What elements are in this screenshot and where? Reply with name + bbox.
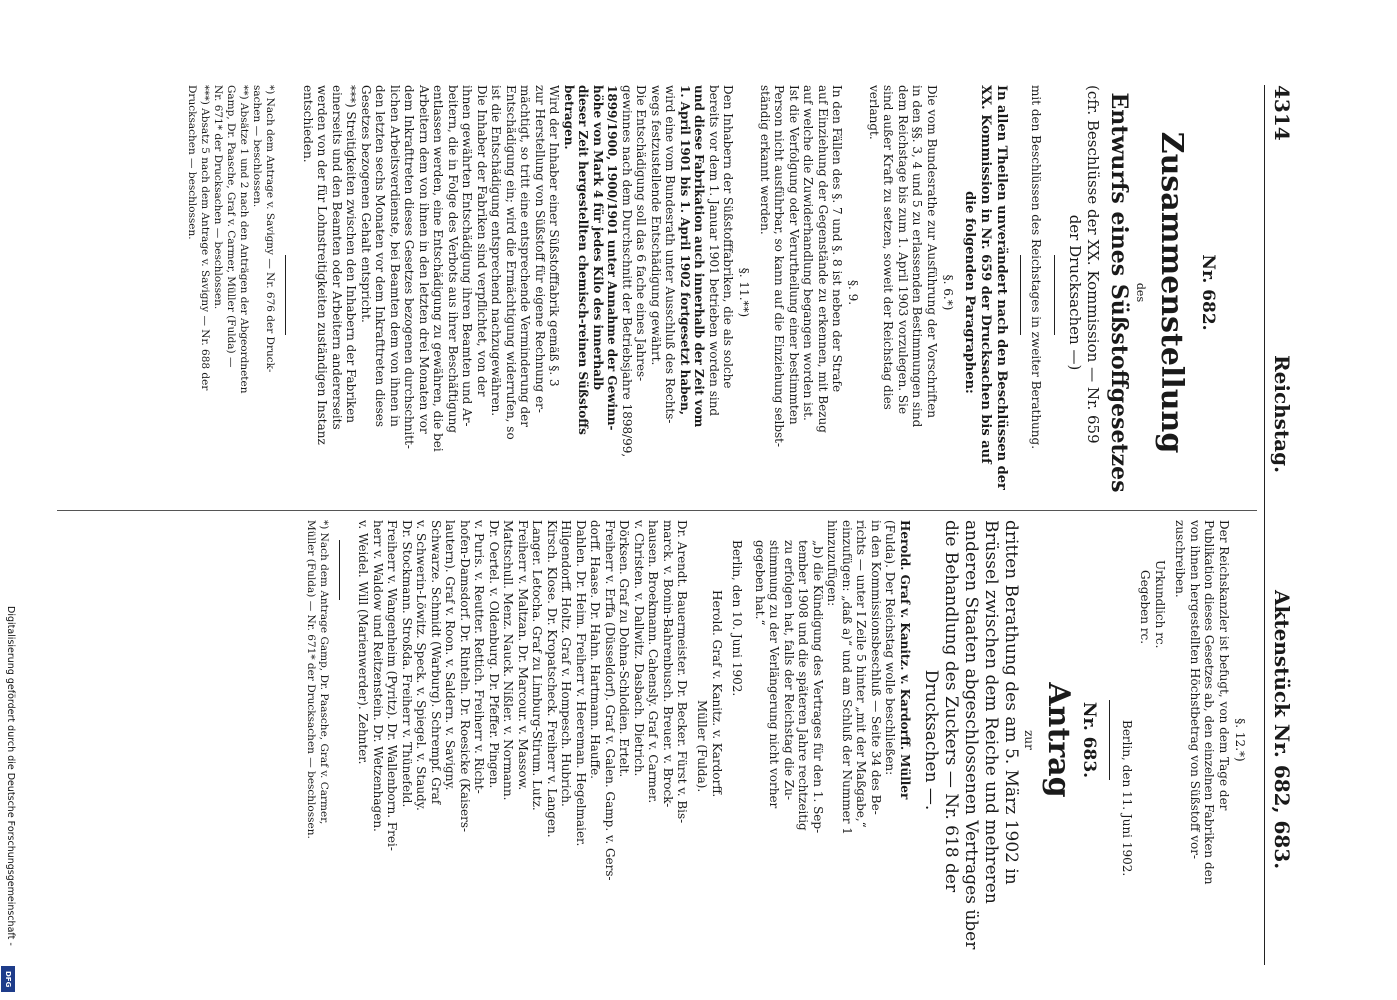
section-11-line: mächtigt, so tritt eine entsprechende Verminderung der xyxy=(518,85,533,427)
title-rule xyxy=(1054,255,1055,335)
section-6-line: Die vom Bundesrathe zur Ausführung der Vorschriften xyxy=(925,85,939,419)
section-11-line: betragen. xyxy=(562,85,576,150)
section-9-line: auf Einziehung der Gegenstände zu erkennen, mit Bezug xyxy=(816,85,830,433)
intro-bold-line: XX. Kommission in Nr. 659 der Drucksachen bis auf xyxy=(978,85,993,464)
closing-given: Gegeben rc. xyxy=(1138,570,1152,645)
section-11-line: entlassen werden, eine Entschädigung zu gewähren, die bei xyxy=(431,85,446,452)
supporters-line: Langer. Letocha. Graf zu Limburg-Stirum. Lutz. xyxy=(530,520,545,811)
section-11-line: und diese Fabrikation auch innerhalb der Zeit vom xyxy=(692,85,707,428)
section-11-line: werden von der für Lohnstreitigkeiten zuständigen Instanz xyxy=(315,85,330,445)
date-line-1: Berlin, den 11. Juni 1902. xyxy=(1120,720,1134,877)
page-number: 4314 xyxy=(1270,85,1294,141)
title-article: des xyxy=(1134,282,1147,303)
supporters-line: Freiherr v. Erffa (Düsseldorf). Graf v. Galen. Gamp. v. Gers- xyxy=(603,520,617,881)
motion-subject-line: anderen Staaten abgeschlossenen Vertrages über xyxy=(961,520,981,950)
doc-reference: (cfr. Beschlüsse der XX. Kommission — Nr. 659 xyxy=(1084,85,1102,444)
sidebar-text: Digitalisierung gefördert durch die Deutsche Forschungsgemeinschaft - xyxy=(5,606,16,946)
supporters-line: dorff. Haase. Dr. Hahn. Hartmann. Hauffe. xyxy=(588,520,603,779)
section-11-line: gewinnes nach dem Durchschnitt der Betriebsjahre 1898/99, xyxy=(620,85,634,458)
supporters-line: Freiherr v. Maltzan. Dr. Marcour. v. Massow. xyxy=(516,520,530,791)
section-11-line: ist die Entschädigung entsprechend nachzugewähren. xyxy=(489,85,504,417)
section-9-line: auf welche die Zuwiderhandlung begangen worden ist. xyxy=(801,85,816,421)
motion-subject-line: die Behandlung des Zuckers — Nr. 618 der xyxy=(941,520,961,893)
motion-title: Antrag xyxy=(1041,682,1076,798)
section-9-line: Ist die Verfolgung oder Verurtheilung einer bestimmten xyxy=(787,85,801,425)
right-footnote-line: *) Nach dem Antrage Gamp, Dr. Paasche, Graf v. Carmer, xyxy=(318,520,330,825)
section-11-line: wird eine vom Bundesrath unter Ausschluß des Rechts- xyxy=(663,85,678,424)
section-11-line: Arbeitern dem von ihnen in den letzten drei Monaten vor xyxy=(417,85,431,434)
separator-rule xyxy=(1109,700,1110,780)
section-11-line: Die Entschädigung soll das 6 fache eines Jahres- xyxy=(634,85,649,382)
signers-line-1: Herold. Graf v. Kanitz. v. Kardorff. xyxy=(710,590,725,798)
supporters-line: v. Schwerin-Löwitz. Speck. v. Spiegel. v. Staudy. xyxy=(414,520,429,811)
supporters-line: Freiherr v. Wangenheim (Pyritz). Dr. Wallenborn. Frei- xyxy=(385,520,400,851)
footnote-line: Drucksachen — beschlossen. xyxy=(186,85,199,240)
supporters-line: marck. v. Bonin-Bahrenbusch. Breuer. v. Brock- xyxy=(661,520,675,808)
intro-bold-line: die folgenden Paragraphen: xyxy=(962,191,977,394)
section-6-line: sind außer Kraft zu setzen, soweit der Reichstag dies xyxy=(881,85,896,410)
date-line-2: Berlin, den 10. Juni 1902. xyxy=(730,540,745,697)
section-11-line: Gesetzes bezogenen Gehalt entspricht. xyxy=(359,85,373,323)
section-11-line: lichen Arbeitsverdienste, bei Beamten dem von ihnen in xyxy=(388,85,402,427)
section-9-heading: §. 9. xyxy=(846,279,861,306)
supporters-line: Dahlen. Dr. Heim. Freiherr v. Heereman. Hegelmaier. xyxy=(574,520,588,847)
section-11-line: den letzten sechs Monaten vor dem Inkrafttreten dieses xyxy=(373,85,388,428)
dfg-logo: DFG xyxy=(1,966,15,992)
section-11-line: einerseits und den Beamten oder Arbeitern andererseits xyxy=(330,85,344,430)
supporters-line: v. Puris. v. Reutter. Rettich. Freiherr v. Richt- xyxy=(472,520,487,794)
doc-subtitle: Entwurfs eines Süßstoffgesetzes xyxy=(1106,92,1132,493)
section-11-line: entschieden. xyxy=(301,85,315,163)
section-6-line: in den §§. 3, 4 und 5 zu erlassenden Bestimmungen sind xyxy=(910,85,925,428)
motion-text-line: stimmung zu der Verlängerung nicht vorher xyxy=(767,540,782,809)
supporters-line: hofen-Damsdorf. Dr. Rinteln. Dr. Roesicke (Kaisers- xyxy=(458,520,472,833)
supporters-line: hausen. Broekmann. Cahensly. Graf v. Carmer. xyxy=(646,520,661,804)
header-chamber: Reichstag. xyxy=(1270,355,1294,474)
section-11-line: dieser Zeit hergestellten chemisch-reinen Süßstoffs xyxy=(576,85,591,435)
motion-subject-line: Drucksachen —. xyxy=(921,669,941,811)
section-11-line: beitern, die in Folge des Verbots aus ihrer Beschäftigung xyxy=(446,85,460,434)
signers-line-2: Müller (Fulda). xyxy=(695,700,710,793)
footnote-line: Nr. 671* der Drucksachen — beschlossen. xyxy=(212,85,225,310)
motion-text-line: (Fulda). Der Reichstag wolle beschließen: xyxy=(883,520,898,776)
section-9-line: Person nicht ausführbar, so kann auf die Einziehung selbst- xyxy=(772,85,787,448)
supporters-line: Dr. Stockmann. Stroßda. Freiherr v. Thünefeld. xyxy=(400,520,414,808)
doc-title: Zusammenstellung xyxy=(1154,131,1189,454)
section-11-line: zur Herstellung von Süßstoff für eigene Rechnung er- xyxy=(533,85,547,413)
motion-text-line: zu erfolgen hat, falls der Reichstag die Zu- xyxy=(782,540,796,801)
section-12-heading: §. 12.*) xyxy=(1233,718,1247,762)
section-11-line: höhe von Mark 4 für jedes Kilo des innerhalb xyxy=(591,85,605,390)
supporters-line: Mattschull. Menz. Nauck. Nißler. v. Normann. xyxy=(501,520,516,801)
supporters-line: herr v. Waldow und Reitzenstein. Dr. Wetzenhagen. xyxy=(371,520,385,832)
closing-formula: Urkundlich rc. xyxy=(1153,560,1167,649)
doc-number: Nr. 682. xyxy=(1198,254,1218,331)
supporters-line: Schwarze. Schmidt (Warburg). Schrempf. Graf xyxy=(429,520,443,805)
footnote-line: Gamp, Dr. Paasche, Graf v. Carmer, Müller (Fulda) — xyxy=(225,85,238,368)
supporters-line: Kirsch. Klose. Dr. Kropatscheck. Freiherr v. Langen. xyxy=(545,520,559,838)
section-12-line: Der Reichskanzler ist befugt, von dem Tage der xyxy=(1217,520,1231,811)
motion-zur: zur xyxy=(1022,730,1036,750)
supporters-line: Hilgendorff. Holtz. Graf v. Hompesch. Hubrich. xyxy=(559,520,574,807)
motion-text-line: richts — unter I Zeile 5 hinter „mit der Maßgabe,“ xyxy=(854,520,869,828)
section-11-line: Wird der Inhaber einer Süßstofffabrik gemäß §. 3 xyxy=(547,85,562,387)
section-12-line: von ihnen hergestellten Höchstbetrag von Süßstoff vor- xyxy=(1188,520,1202,860)
section-11-line: Entschädigung ein; wird die Ermächtigung widerrufen, so xyxy=(504,85,518,440)
section-6-heading: §. 6.*) xyxy=(941,274,955,311)
section-11-line: ***) Streitigkeiten zwischen den Inhabern der Fabriken xyxy=(344,85,359,424)
footnote-line: **) Absätze 1 und 2 nach den Anträgen der Abgeordneten xyxy=(238,85,251,394)
right-footnote-line: Müller (Fulda) — Nr. 671* der Drucksachen — beschlossen. xyxy=(305,520,317,839)
intro-bold-line: In allen Theilen unverändert nach den Beschlüssen der xyxy=(994,85,1009,490)
motion-text-line: in den Kommissionsbeschluß — Seite 34 des Be- xyxy=(869,520,883,815)
section-6-line: dem Reichstage bis zum 1. April 1903 vorzulegen. Sie xyxy=(896,85,910,415)
footnote-rule xyxy=(286,255,287,335)
supporters-line: v. Christen. v. Dallwitz. Dasbach. Dietrich. xyxy=(632,520,646,777)
section-11-line: Die Inhaber der Fabriken sind verpflichtet, von der xyxy=(475,85,489,397)
supporters-line: Dörksen. Graf zu Dohna-Schlodien. Ertelt. xyxy=(617,520,632,778)
motion-text-line: Herold. Graf v. Kanitz. v. Kardorff. Müller xyxy=(898,520,912,800)
footnote-line: sachen — beschlossen. xyxy=(251,85,264,208)
section-11-line: bereits vor dem 1. Januar 1901 betrieben worden sind xyxy=(707,85,721,417)
digitization-note xyxy=(2,606,16,994)
section-11-line: 1. April 1901 bis 1. April 1902 fortgesetzt haben, xyxy=(678,85,692,416)
supporters-line: v. Weidel. Will (Marienwerder). Zehnter. xyxy=(356,520,371,765)
motion-text-line: einzufügen: „daß a)“ und am Schluß der Nummer 1 xyxy=(840,520,854,835)
header-document: Aktenstück Nr. 682, 683. xyxy=(1270,590,1294,870)
motion-subject-line: dritten Berathung des am 5. März 1902 in xyxy=(1001,520,1021,885)
supporters-line: lautern). Graf v. Roon. v. Saldern. v. Savigny. xyxy=(443,520,458,791)
supporters-line: Dr. Oertel. v. Oldenburg. Dr. Pfeffer. Pingen. xyxy=(487,520,501,789)
right-footnote-rule xyxy=(339,540,340,600)
motion-text-line: „b) die Kündigung des Vertrages für den 1. Sep- xyxy=(811,540,825,834)
section-11-line: wegs festzustellende Entschädigung gewährt. xyxy=(649,85,663,366)
header-rule xyxy=(1264,85,1265,965)
column-divider xyxy=(57,510,1257,511)
section-9-line: ständig erkannt werden. xyxy=(758,85,772,235)
motion-text-line: tember 1908 und die späteren Jahre rechtzeitig xyxy=(796,540,811,831)
section-11-line: dem Inkrafttreten dieses Gesetzes bezogenen durchschnitt- xyxy=(402,85,417,449)
motion-text-line: gegeben hat.“ xyxy=(753,540,767,626)
section-11-line: Den Inhabern der Süßstofffabriken, die als solche xyxy=(721,85,736,389)
doc-reference-2: der Drucksachen —) xyxy=(1066,214,1084,371)
footnote-line: ***) Absatz 5 nach dem Antrage v. Savigny — Nr. 688 der xyxy=(199,85,212,391)
motion-number: Nr. 683. xyxy=(1079,701,1099,779)
section-12-line: zuschreiben. xyxy=(1173,520,1188,598)
footnote-line: *) Nach dem Antrage v. Savigny — Nr. 676 der Druck- xyxy=(264,85,277,373)
motion-text-line: hinzuzufügen: xyxy=(825,520,840,607)
section-9-line: In den Fällen des §. 7 und §. 8 ist neben der Strafe xyxy=(830,85,845,393)
section-11-line: ihnen gewährten Entschädigung ihren Beamten und Ar- xyxy=(460,85,475,427)
supporters-line: Dr. Arendt. Bauermeister. Dr. Becker. Fürst v. Bis- xyxy=(675,520,690,824)
section-11-heading: §. 11.**) xyxy=(737,267,752,318)
intro-rule xyxy=(1020,255,1021,335)
section-12-line: Publikation dieses Gesetzes ab, den einzelnen Fabriken den xyxy=(1202,520,1217,885)
motion-subject-line: Brüssel zwischen dem Reiche und mehreren xyxy=(981,520,1001,904)
section-6-line: verlangt. xyxy=(867,85,881,140)
section-11-line: 1899/1900, 1900/1901 unter Annahme der Gewinn- xyxy=(605,85,620,431)
intro-line: mit den Beschlüssen des Reichstages in zweiter Berathung. xyxy=(1029,85,1043,450)
